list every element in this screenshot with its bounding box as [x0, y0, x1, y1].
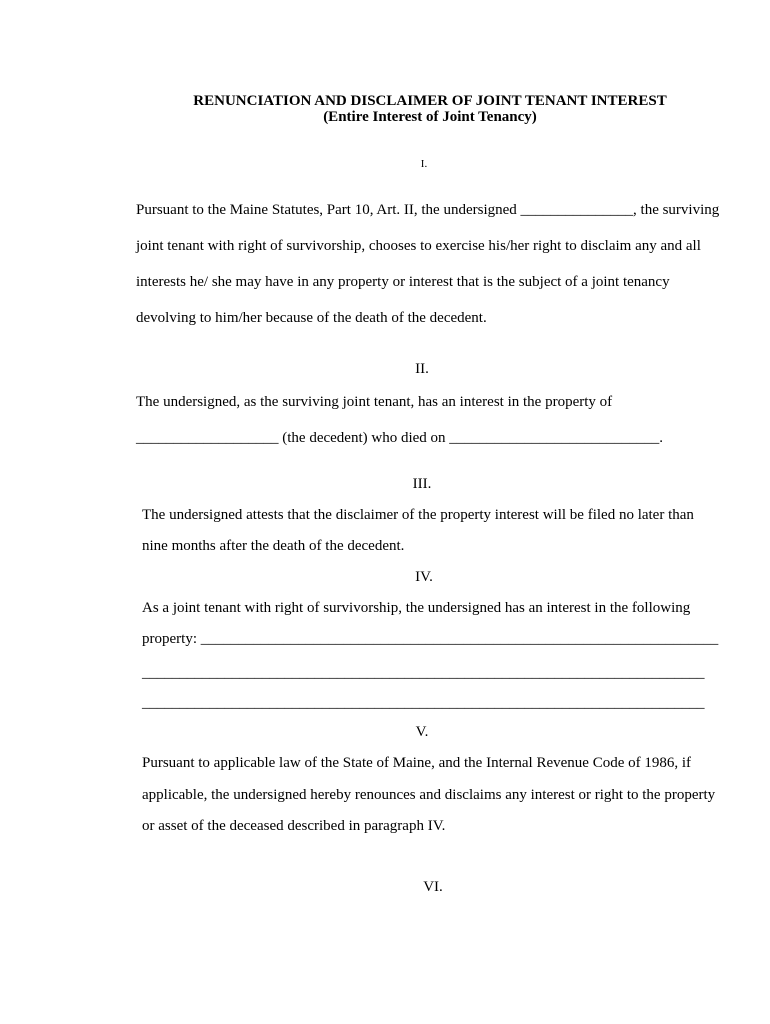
section-4-line-1: As a joint tenant with right of survivorship, the undersigned has an interest in the following — [142, 600, 691, 616]
document-subtitle: (Entire Interest of Joint Tenancy) — [323, 109, 537, 125]
section-numeral-5: V. — [415, 724, 429, 740]
section-numeral-1: I. — [420, 158, 428, 170]
section-2-line-2: ___________________ (the decedent) who died on ____________________________. — [136, 430, 664, 446]
section-1-line-4: devolving to him/her because of the death of the decedent. — [136, 310, 487, 326]
section-4-line-4: ___________________________________________________________________________ — [142, 695, 705, 711]
section-numeral-3: III. — [412, 476, 432, 492]
section-1-line-1: Pursuant to the Maine Statutes, Part 10, Art. II, the undersigned _______________, the surviving — [136, 202, 720, 218]
document-title: RENUNCIATION AND DISCLAIMER OF JOINT TENANT INTEREST — [193, 93, 667, 109]
section-1-line-3: interests he/ she may have in any property or interest that is the subject of a joint tenancy — [136, 274, 670, 290]
section-numeral-4: IV. — [415, 569, 433, 585]
section-1-line-2: joint tenant with right of survivorship, chooses to exercise his/her right to disclaim any and all — [136, 238, 701, 254]
section-5-line-1: Pursuant to applicable law of the State of Maine, and the Internal Revenue Code of 1986, if — [142, 755, 692, 771]
section-3-line-1: The undersigned attests that the disclaimer of the property interest will be filed no later than — [142, 507, 694, 523]
section-numeral-2: II. — [415, 361, 429, 377]
section-2-line-1: The undersigned, as the surviving joint tenant, has an interest in the property of — [136, 394, 613, 410]
section-3-line-2: nine months after the death of the decedent. — [142, 538, 405, 554]
section-5-line-2: applicable, the undersigned hereby renounces and disclaims any interest or right to the property — [142, 787, 716, 803]
section-5-line-3: or asset of the deceased described in paragraph IV. — [142, 818, 446, 834]
section-4-line-2: property: _____________________________________________________________________ — [142, 631, 719, 647]
section-numeral-6: VI. — [423, 879, 443, 895]
section-4-line-3: ___________________________________________________________________________ — [142, 665, 705, 681]
